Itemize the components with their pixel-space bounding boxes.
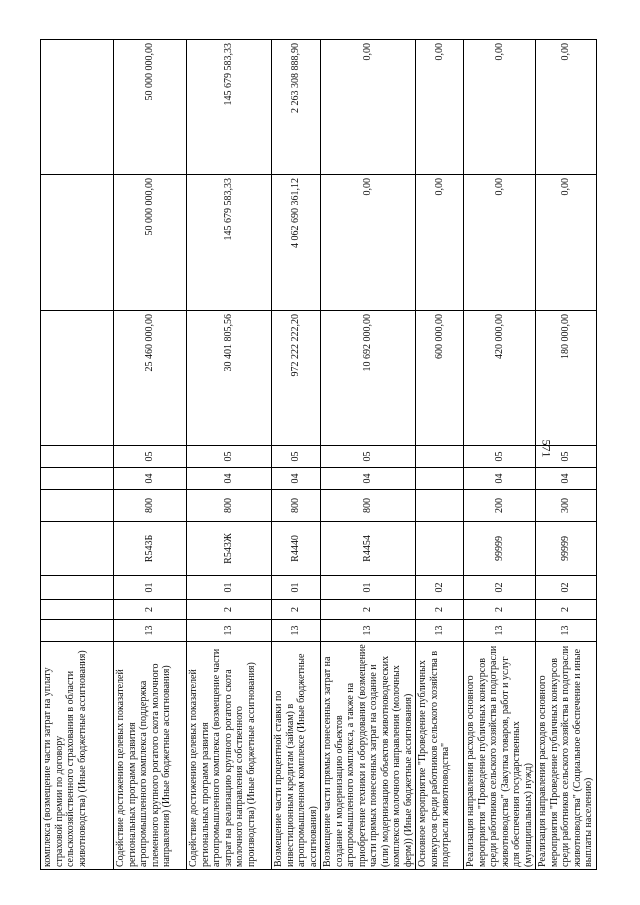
expense-type-cell — [416, 490, 464, 522]
program-code-cell: 13 — [187, 620, 272, 642]
amount-year1-cell: 30 401 805,56 — [187, 311, 272, 446]
table-row — [321, 40, 416, 870]
expense-type-cell: 200 — [464, 490, 536, 522]
event-code-cell: 02 — [464, 576, 536, 600]
amount-year2-cell: 50 000 000,00 — [114, 175, 187, 311]
amount-year3-cell: 0,00 — [464, 40, 536, 175]
event-code-cell: 01 — [321, 576, 416, 600]
event-code-cell — [41, 576, 114, 600]
table-row — [464, 40, 536, 870]
expense-type-cell: 800 — [187, 490, 272, 522]
subsection-cell: 05 — [114, 446, 187, 468]
amount-year3-cell: 0,00 — [416, 40, 464, 175]
expense-type-cell: 800 — [272, 490, 321, 522]
section-cell: 04 — [464, 468, 536, 490]
subprogram-code-cell: 2 — [464, 600, 536, 620]
amount-year1-cell: 180 000,00 — [536, 311, 597, 446]
section-cell: 04 — [187, 468, 272, 490]
direction-code-cell — [416, 522, 464, 576]
amount-year1-cell: 25 460 000,00 — [114, 311, 187, 446]
table-row — [536, 40, 597, 870]
program-code-cell: 13 — [536, 620, 597, 642]
program-code-cell: 13 — [321, 620, 416, 642]
table-row — [41, 40, 114, 870]
program-code-cell — [41, 620, 114, 642]
direction-code-cell: R4440 — [272, 522, 321, 576]
amount-year3-cell: 50 000 000,00 — [114, 40, 187, 175]
subsection-cell: 05 — [272, 446, 321, 468]
amount-year2-cell: 0,00 — [464, 175, 536, 311]
row-name-cell: Основное мероприятие "Проведение публичных конкурсов среди работников сельского хозяйства в подотрасли животноводства" — [416, 642, 464, 870]
event-code-cell: 01 — [187, 576, 272, 600]
event-code-cell: 02 — [416, 576, 464, 600]
program-code-cell: 13 — [416, 620, 464, 642]
amount-year2-cell: 4 062 690 361,12 — [272, 175, 321, 311]
subprogram-code-cell: 2 — [416, 600, 464, 620]
subprogram-code-cell: 2 — [187, 600, 272, 620]
amount-year2-cell — [41, 175, 114, 311]
direction-code-cell: R4454 — [321, 522, 416, 576]
program-code-cell: 13 — [464, 620, 536, 642]
amount-year1-cell — [41, 311, 114, 446]
event-code-cell: 01 — [114, 576, 187, 600]
amount-year2-cell: 0,00 — [321, 175, 416, 311]
amount-year3-cell: 0,00 — [536, 40, 597, 175]
subsection-cell — [416, 446, 464, 468]
direction-code-cell: 99999 — [464, 522, 536, 576]
amount-year1-cell: 420 000,00 — [464, 311, 536, 446]
event-code-cell: 02 — [536, 576, 597, 600]
subsection-cell — [41, 446, 114, 468]
expense-type-cell: 800 — [321, 490, 416, 522]
row-name-cell: Возмещение части процентной ставки по инвестиционным кредитам (займам) в агропромышленном комплексе (Иные бюджетные ассигнования) — [272, 642, 321, 870]
section-cell — [416, 468, 464, 490]
section-cell: 04 — [114, 468, 187, 490]
amount-year1-cell: 10 692 000,00 — [321, 311, 416, 446]
table-row — [416, 40, 464, 870]
amount-year1-cell: 600 000,00 — [416, 311, 464, 446]
row-name-cell: Реализация направления расходов основного мероприятия "Проведение публичных конкурсов среди работников сельского хозяйства в подотрасли животноводства" (Социальное обеспечение и иные выплаты населению) — [536, 642, 597, 870]
table-row — [187, 40, 272, 870]
section-cell: 04 — [272, 468, 321, 490]
table-row — [114, 40, 187, 870]
amount-year3-cell: 145 679 583,33 — [187, 40, 272, 175]
budget-table — [40, 39, 597, 870]
amount-year2-cell: 0,00 — [536, 175, 597, 311]
subsection-cell: 05 — [464, 446, 536, 468]
section-cell: 04 — [321, 468, 416, 490]
event-code-cell: 01 — [272, 576, 321, 600]
subsection-cell: 05 — [321, 446, 416, 468]
subprogram-code-cell: 2 — [536, 600, 597, 620]
amount-year3-cell: 0,00 — [321, 40, 416, 175]
subprogram-code-cell: 2 — [272, 600, 321, 620]
subsection-cell: 05 — [187, 446, 272, 468]
row-name-cell: Возмещение части прямых понесенных затрат на создание и модернизацию объектов агропромышленного комплекса, а также на приобретение техники и оборудования (возмещение части прямых понесенных затрат на создание и (или) модернизацию объектов животноводческих комплексов молочного направления (молочных ферм)) (Иные бюджетные ассигнования) — [321, 642, 416, 870]
table-row — [272, 40, 321, 870]
program-code-cell: 13 — [114, 620, 187, 642]
amount-year1-cell: 972 222 222,20 — [272, 311, 321, 446]
expense-type-cell: 800 — [114, 490, 187, 522]
expense-type-cell — [41, 490, 114, 522]
expense-type-cell: 300 — [536, 490, 597, 522]
row-name-cell: комплекса (возмещение части затрат на уплату страховой премии по договору сельскохозяйственного страхования в области животноводства) (Иные бюджетные ассигнования) — [41, 642, 114, 870]
direction-code-cell: R543Б — [114, 522, 187, 576]
direction-code-cell: 99999 — [536, 522, 597, 576]
subprogram-code-cell — [41, 600, 114, 620]
subprogram-code-cell: 2 — [321, 600, 416, 620]
table-body — [41, 40, 597, 870]
row-name-cell: Реализация направления расходов основного мероприятия "Проведение публичных конкурсов среди работников сельского хозяйства в подотрасли животноводства" (Закупка товаров, работ и услуг для обеспечения государственных (муниципальных) нужд) — [464, 642, 536, 870]
amount-year3-cell — [41, 40, 114, 175]
rotated-page — [40, 40, 594, 870]
direction-code-cell: R543Ж — [187, 522, 272, 576]
amount-year2-cell: 145 679 583,33 — [187, 175, 272, 311]
page-number: 571 — [539, 439, 554, 458]
section-cell — [41, 468, 114, 490]
row-name-cell: Содействие достижению целевых показателей региональных программ развития агропромышленного комплекса (поддержка племенного крупного рогатого скота молочного направления) (Иные бюджетные ассигнования) — [114, 642, 187, 870]
amount-year2-cell: 0,00 — [416, 175, 464, 311]
section-cell: 04 — [536, 468, 597, 490]
row-name-cell: Содействие достижению целевых показателей региональных программ развития агропромышленного комплекса (возмещение части затрат на реализацию крупного рогатого скота молочного направления собственного производства) (Иные бюджетные ассигнования) — [187, 642, 272, 870]
direction-code-cell — [41, 522, 114, 576]
amount-year3-cell: 2 263 308 888,90 — [272, 40, 321, 175]
program-code-cell: 13 — [272, 620, 321, 642]
subsection-cell: 05 — [536, 446, 597, 468]
subprogram-code-cell: 2 — [114, 600, 187, 620]
